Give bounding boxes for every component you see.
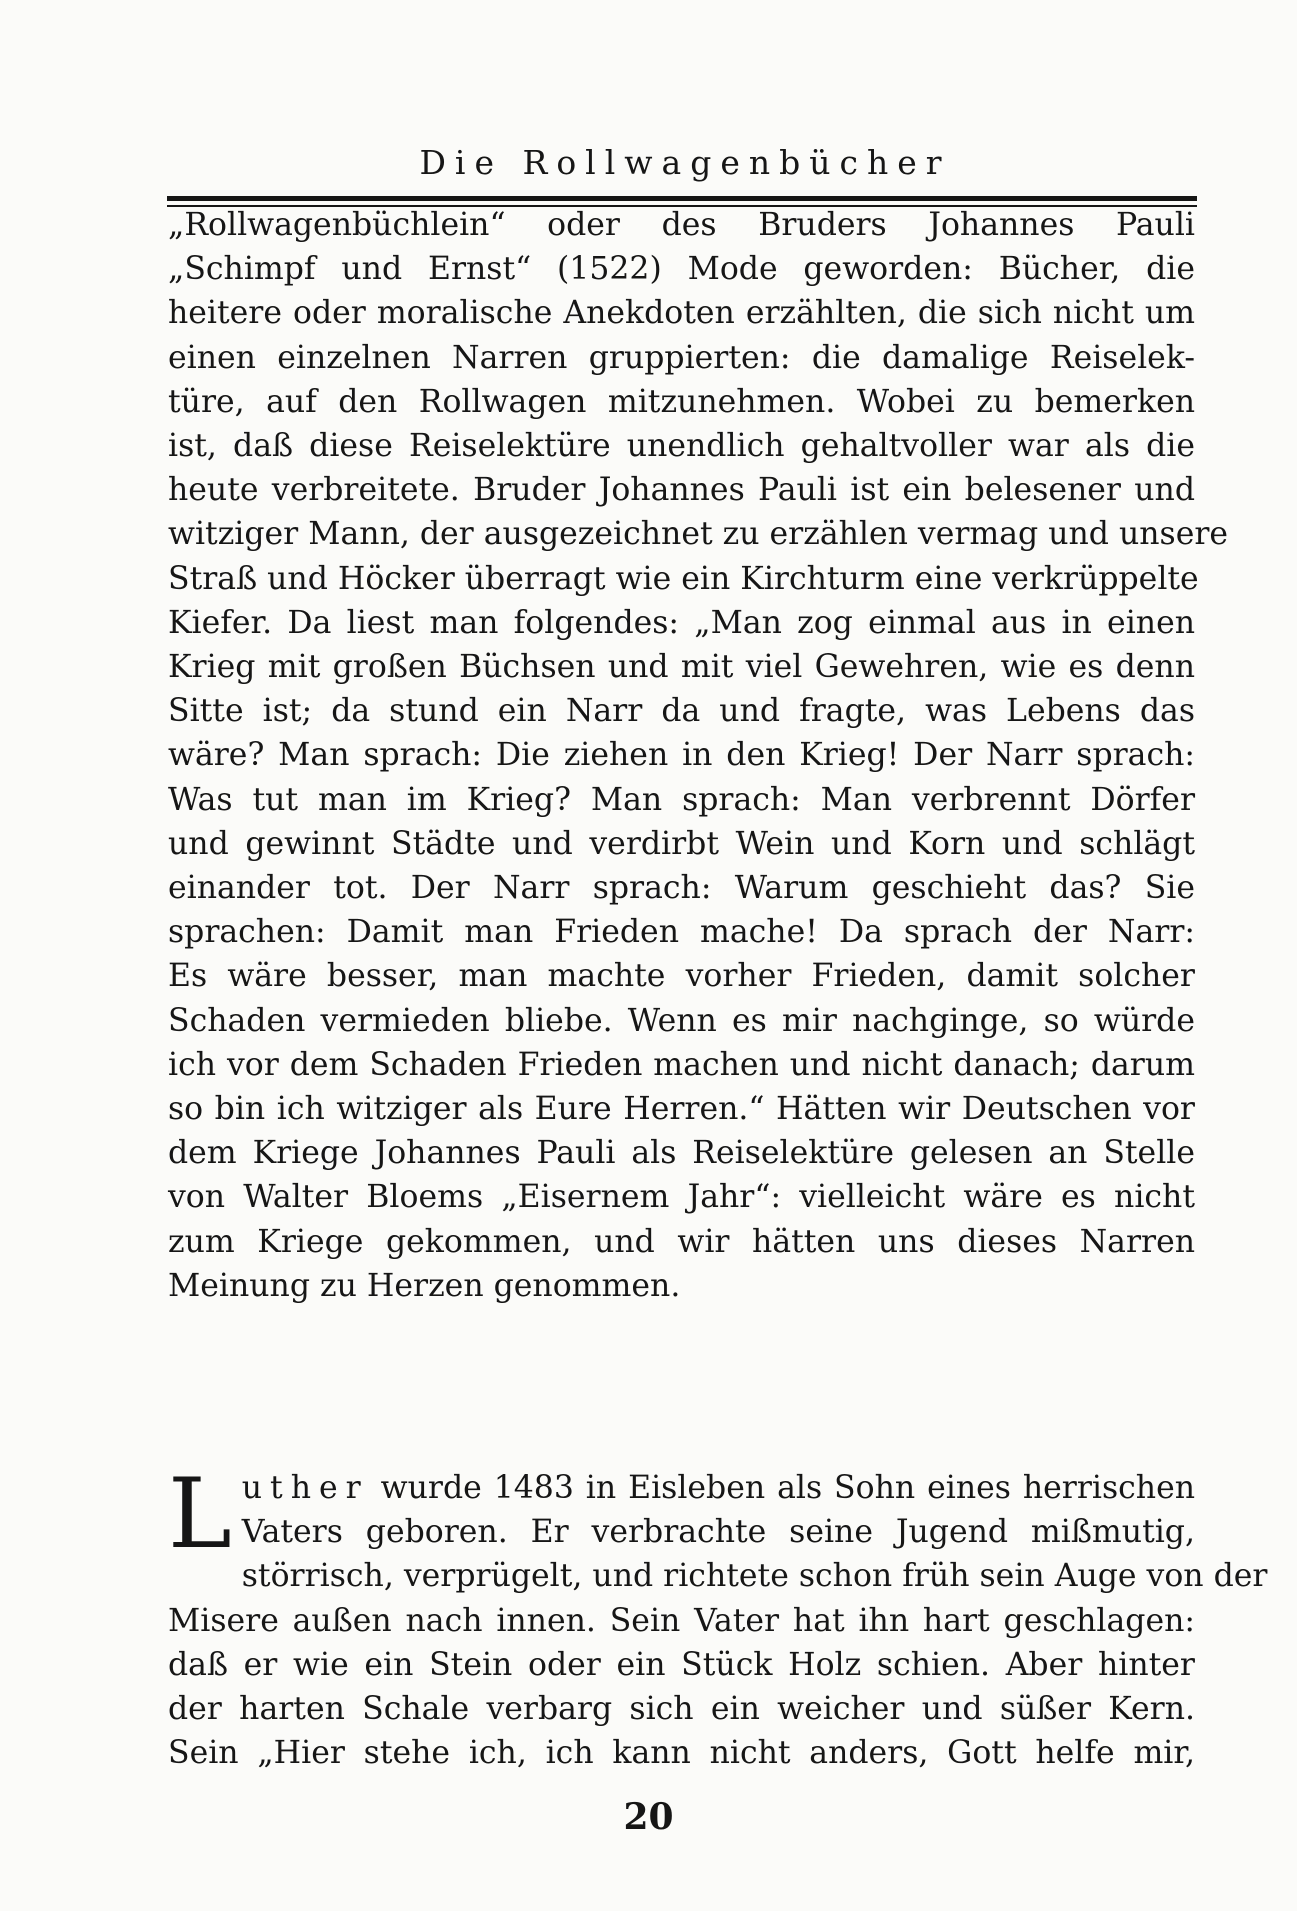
- lead-word: uther: [241, 1470, 369, 1506]
- text-line: wäre? Man sprach: Die ziehen in den Krieg! Der Narr sprach:: [168, 737, 1195, 774]
- text-line: Straß und Höcker überragt wie ein Kirchturm eine verkrüppelte: [168, 560, 1199, 597]
- paragraph-2: [168, 1458, 1268, 1775]
- running-header: Die Rollwagenbücher: [419, 143, 951, 182]
- text-line: ist, daß diese Reiselektüre unendlich gehaltvoller war als die: [168, 428, 1195, 465]
- text-line: heitere oder moralische Anekdoten erzählten, die sich nicht um: [168, 295, 1195, 332]
- text-line: „Schimpf und Ernst“ (1522) Mode geworden: Bücher, die: [168, 251, 1195, 288]
- text-line: dem Kriege Johannes Pauli als Reiselektüre gelesen an Stelle: [168, 1135, 1195, 1172]
- text-line: heute verbreitete. Bruder Johannes Pauli ist ein belesener und: [168, 472, 1195, 509]
- text-line: Sein „Hier stehe ich, ich kann nicht anders, Gott helfe mir,: [168, 1735, 1195, 1772]
- text-line: sprachen: Damit man Frieden mache! Da sprach der Narr:: [168, 914, 1195, 951]
- page-number: 20: [623, 1796, 674, 1838]
- text-line: von Walter Bloems „Eisernem Jahr“: vielleicht wäre es nicht: [168, 1179, 1195, 1216]
- text-line: witziger Mann, der ausgezeichnet zu erzählen vermag und unsere: [168, 516, 1229, 553]
- lead-line-rest: wurde 1483 in Eisleben als Sohn eines herrischen: [380, 1470, 1196, 1506]
- text-line: ich vor dem Schaden Frieden machen und nicht danach; darum: [168, 1046, 1195, 1083]
- paragraph-1: [168, 203, 1229, 1308]
- text-line: Es wäre besser, man machte vorher Frieden, damit solcher: [168, 958, 1195, 995]
- text-line: und gewinnt Städte und verdirbt Wein und Korn und schlägt: [168, 825, 1195, 862]
- text-line: einander tot. Der Narr sprach: Warum geschieht das? Sie: [168, 870, 1195, 907]
- text-line: Sitte ist; da stund ein Narr da und fragte, was Lebens das: [168, 693, 1195, 730]
- text-line: Kiefer. Da liest man folgendes: „Man zog einmal aus in einen: [168, 604, 1195, 641]
- text-line: [168, 1466, 1195, 1510]
- text-line: störrisch, verprügelt, und richtete schon früh sein Auge von der: [241, 1558, 1268, 1595]
- text-line: Krieg mit großen Büchsen und mit viel Gewehren, wie es denn: [168, 649, 1195, 686]
- text-line: der harten Schale verbarg sich ein weicher und süßer Kern.: [168, 1691, 1195, 1728]
- drop-cap: L: [168, 1458, 232, 1570]
- text-line: türe, auf den Rollwagen mitzunehmen. Wobei zu bemerken: [168, 383, 1195, 420]
- text-line: Schaden vermieden bliebe. Wenn es mir nachginge, so würde: [168, 1002, 1195, 1039]
- text-line: Misere außen nach innen. Sein Vater hat ihn hart geschlagen:: [168, 1602, 1195, 1639]
- text-line: „Rollwagenbüchlein“ oder des Bruders Johannes Pauli: [168, 207, 1195, 243]
- text-line: einen einzelnen Narren gruppierten: die damalige Reiselek-: [168, 339, 1195, 376]
- text-line: Was tut man im Krieg? Man sprach: Man verbrennt Dörfer: [168, 781, 1195, 818]
- text-line: Vaters geboren. Er verbrachte seine Jugend mißmutig,: [241, 1514, 1195, 1551]
- text-line: zum Kriege gekommen, und wir hätten uns dieses Narren: [168, 1223, 1195, 1260]
- text-line: daß er wie ein Stein oder ein Stück Holz schien. Aber hinter: [168, 1646, 1195, 1683]
- text-line: so bin ich witziger als Eure Herren.“ Hätten wir Deutschen vor: [168, 1091, 1195, 1128]
- header-rule-thick: [167, 196, 1197, 201]
- text-line: Meinung zu Herzen genommen.: [168, 1267, 681, 1304]
